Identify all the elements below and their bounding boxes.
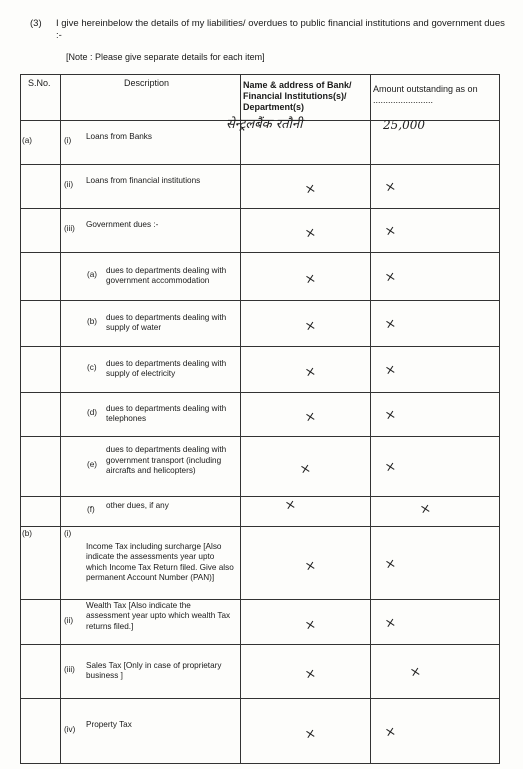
header-description: Description [124, 78, 170, 88]
row-amount: × [383, 614, 398, 632]
row-amount: × [383, 555, 398, 573]
row-description: Loans from Banks [86, 131, 152, 141]
row-bank-name: × [303, 364, 318, 381]
row-amount: × [383, 407, 398, 424]
row-description: dues to departments dealing with government transport (including aircrafts and helicopters) [106, 445, 227, 475]
row-bank-name: × [303, 616, 318, 634]
row-amount: × [383, 362, 398, 379]
row-description: dues to departments dealing with telephones [106, 403, 227, 423]
table-rule [20, 392, 500, 393]
row-description: Sales Tax [Only in case of proprietary business ] [86, 660, 222, 680]
row-subnumber: (c) [87, 363, 97, 372]
row-bank-name: × [298, 461, 313, 478]
row-description: dues to departments dealing with supply of water [106, 312, 227, 332]
row-description: Wealth Tax [Also indicate the assessment year upto which wealth Tax returns filed.] [86, 600, 231, 631]
section-number: (3) [30, 18, 42, 29]
row-description: Income Tax including surcharge [Also indicate the assessments year upto which Income Tax Return filed. Give also permanent Account Number (PAN)] [86, 541, 234, 582]
row-amount: × [383, 316, 398, 333]
row-subnumber: (e) [87, 460, 98, 469]
table-rule [240, 74, 241, 764]
row-description: dues to departments dealing with government accommodation [106, 265, 227, 285]
header-amount: Amount outstanding as on ........................ [373, 84, 478, 105]
row-bank-name: सेन्ट्रलबैंक रतौनी [226, 117, 303, 132]
table-rule [20, 496, 500, 497]
row-bank-name: × [303, 318, 318, 335]
intro-paragraph [30, 18, 508, 42]
row-subnumber: (i) [64, 529, 72, 538]
row-bank-name: × [303, 271, 318, 288]
row-description: Property Tax [86, 720, 132, 729]
row-sno: (a) [22, 136, 33, 145]
row-subnumber: (a) [87, 270, 98, 279]
row-amount: 25,000 [383, 118, 425, 132]
row-subnumber: (f) [87, 505, 95, 514]
table-rule [20, 300, 500, 301]
row-subnumber: (ii) [64, 180, 74, 189]
row-amount: × [383, 223, 398, 240]
row-description: Loans from financial institutions [86, 175, 201, 185]
row-amount: × [383, 269, 398, 286]
table-rule [20, 644, 500, 645]
row-subnumber: (iii) [64, 224, 75, 233]
header-name: Name & address of Bank/ Financial Institutions(s)/ Department(s) [243, 80, 352, 112]
table-rule [370, 74, 371, 764]
row-bank-name: × [283, 497, 298, 514]
row-subnumber: (i) [64, 136, 72, 145]
row-sno: (b) [22, 529, 33, 538]
header-sno: S.No. [28, 78, 51, 88]
row-bank-name: × [303, 409, 318, 426]
table-rule [20, 763, 500, 764]
table-rule [60, 74, 61, 764]
table-rule [20, 346, 500, 347]
row-bank-name: × [303, 725, 318, 743]
row-subnumber: (d) [87, 408, 98, 417]
row-amount: × [383, 459, 398, 476]
table-rule [20, 74, 500, 75]
table-rule [20, 698, 500, 699]
row-description: dues to departments dealing with supply of electricity [106, 358, 227, 378]
liabilities-table [20, 74, 500, 764]
row-bank-name: × [303, 225, 318, 242]
row-subnumber: (b) [87, 317, 98, 326]
table-rule [20, 526, 500, 527]
row-bank-name: × [303, 557, 318, 575]
row-bank-name: × [303, 666, 318, 683]
row-amount: × [383, 723, 398, 741]
row-description: Government dues :- [86, 219, 159, 229]
row-amount: × [408, 664, 423, 681]
table-rule [20, 164, 500, 165]
table-rule [20, 436, 500, 437]
row-description: other dues, if any [106, 500, 169, 510]
note-text: [Note : Please give separate details for each item] [66, 52, 265, 62]
table-rule [20, 252, 500, 253]
row-amount: × [383, 179, 398, 196]
row-subnumber: (iii) [64, 665, 75, 674]
table-rule [20, 74, 21, 764]
table-rule [20, 208, 500, 209]
table-rule [499, 74, 500, 764]
row-subnumber: (iv) [64, 724, 76, 734]
row-amount: × [418, 501, 433, 518]
row-subnumber: (ii) [64, 615, 74, 625]
intro-text: I give hereinbelow the details of my liabilities/ overdues to public financial institutions and government dues :- [56, 18, 505, 41]
row-bank-name: × [303, 181, 318, 198]
